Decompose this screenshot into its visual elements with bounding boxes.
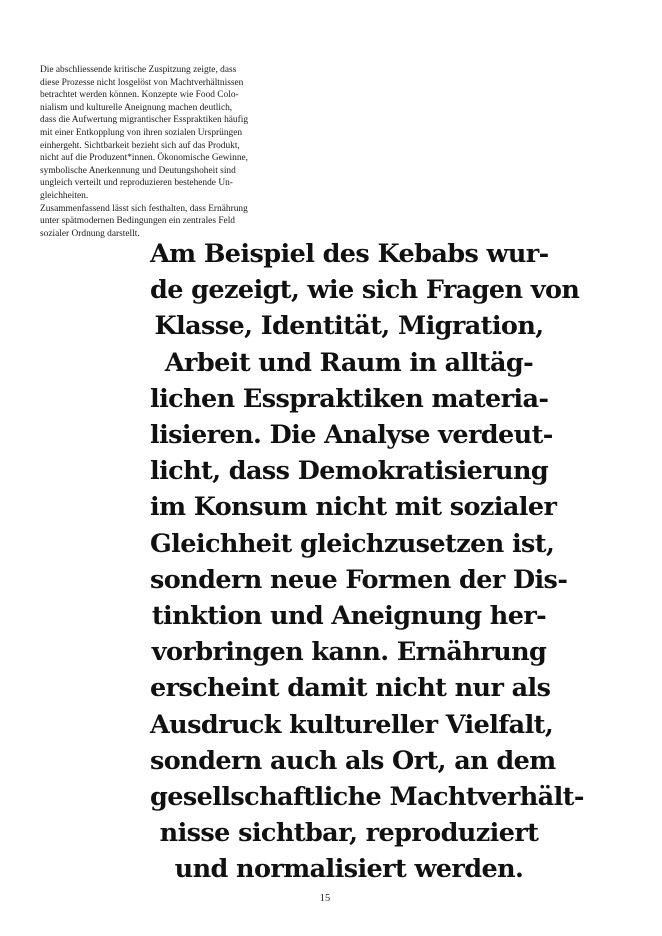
intro-line: nicht auf die Produzent*innen. Ökonomische Gewinne,: [40, 153, 249, 164]
intro-line: dass die Aufwertung migrantischer Esspraktiken häufig: [40, 115, 249, 126]
pull-quote-line: erscheint damit nicht nur als: [150, 673, 551, 704]
pull-quote-line: lichen Esspraktiken materia-: [150, 383, 549, 414]
pull-quote-line: Am Beispiel des Kebabs wur-: [150, 239, 549, 269]
pull-quote-line: Klasse, Identität, Migration,: [154, 311, 544, 342]
pull-quote: [150, 236, 584, 888]
intro-line: diese Prozesse nicht losgelöst von Machtverhältnissen: [40, 77, 244, 88]
pull-quote-line: tinktion und Aneignung her-: [151, 601, 547, 632]
intro-line: gleichheiten.: [40, 190, 89, 201]
pull-quote-line: Arbeit und Raum in alltäg-: [164, 347, 534, 378]
intro-line: nialism und kulturelle Aneignung machen deutlich,: [40, 102, 233, 113]
intro-paragraph: [40, 64, 300, 240]
pull-quote-line: licht, dass Demokratisierung: [150, 456, 549, 487]
intro-line: sozialer Ordnung darstellt.: [40, 228, 140, 239]
intro-line: Zusammenfassend lässt sich festhalten, dass Ernährung: [40, 203, 248, 214]
intro-line: ungleich verteilt und reproduzieren bestehende Un-: [40, 178, 233, 189]
pull-quote-line: Ausdruck kultureller Vielfalt,: [150, 709, 554, 740]
intro-line: einhergeht. Sichtbarkeit bezieht sich auf das Produkt,: [40, 140, 240, 151]
intro-line: symbolische Anerkennung und Deutungshoheit sind: [40, 165, 236, 176]
pull-quote-line: vorbringen kann. Ernährung: [151, 637, 547, 668]
intro-line: unter spätmodernen Bedingungen ein zentrales Feld: [40, 216, 235, 227]
pull-quote-line: de gezeigt, wie sich Fragen von: [150, 275, 580, 306]
intro-line: Die abschliessende kritische Zuspitzung zeigte, dass: [40, 65, 237, 75]
pull-quote-line: sondern neue Formen der Dis-: [150, 564, 568, 595]
page-number: 15: [319, 893, 331, 904]
pull-quote-line: Gleichheit gleichzusetzen ist,: [150, 528, 555, 559]
intro-line: betrachtet werden können. Konzepte wie Food Colo-: [40, 90, 239, 101]
pull-quote-line: sondern auch als Ort, an dem: [150, 745, 556, 776]
pull-quote-line: lisieren. Die Analyse verdeut-: [150, 420, 553, 451]
pull-quote-line: gesellschaftliche Machtverhält-: [150, 782, 584, 813]
pull-quote-line: und normalisiert werden.: [174, 854, 524, 885]
pull-quote-line: nisse sichtbar, reproduziert: [159, 818, 539, 849]
intro-line: mit einer Entkopplung von ihren sozialen Ursprüngen: [40, 127, 243, 138]
pull-quote-line: im Konsum nicht mit sozialer: [150, 492, 557, 523]
